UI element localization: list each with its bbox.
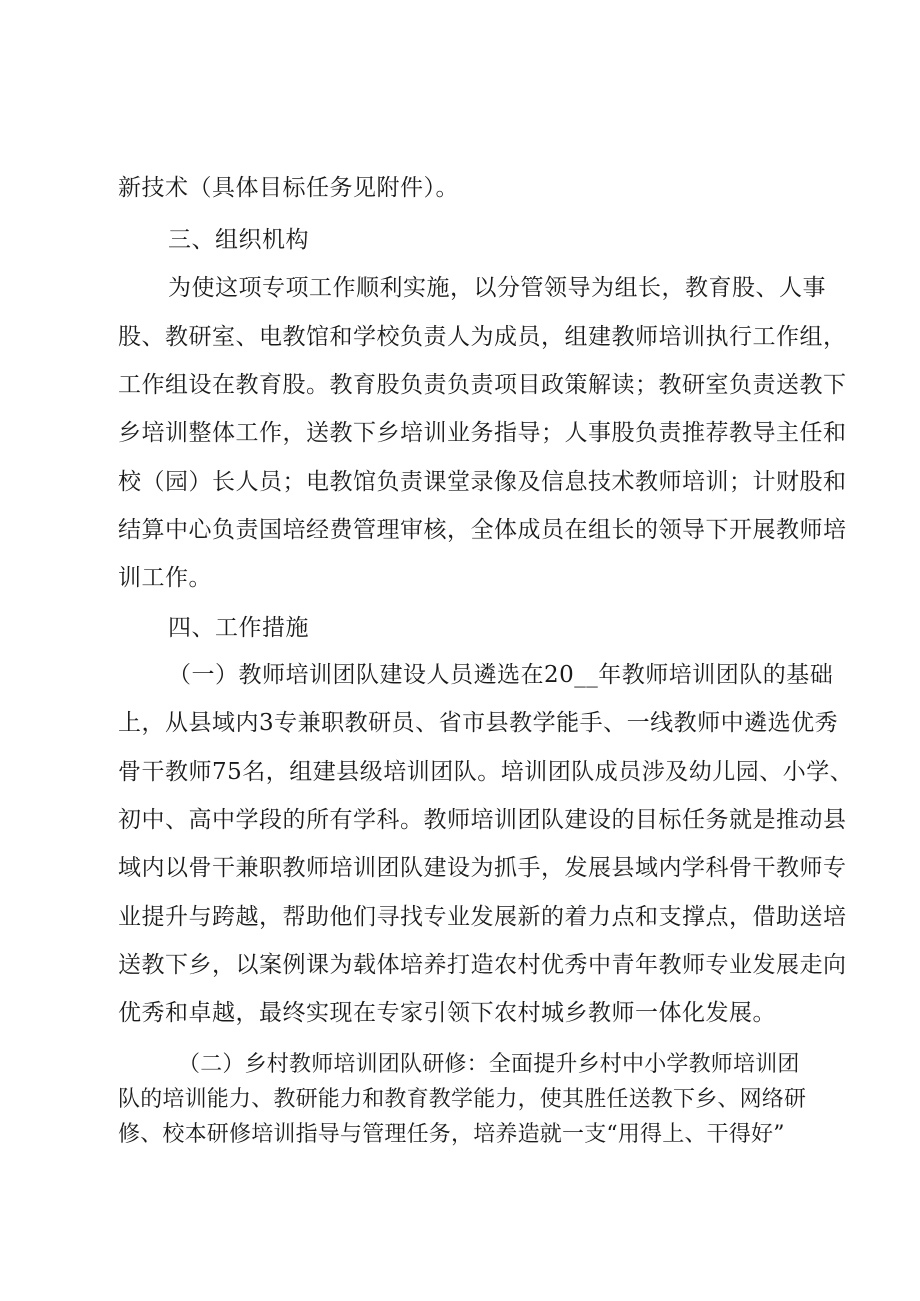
paragraph-line: 域内以骨干兼职教师培训团队建设为抓手，发展县域内学科骨干教师专 <box>118 855 847 881</box>
paragraph-line: 骨干教师75名，组建县级培训团队。培训团队成员涉及幼儿园、小学、 <box>118 759 854 785</box>
paragraph-line: 上，从县域内3专兼职教研员、省市县教学能手、一线教师中遴选优秀 <box>118 710 839 736</box>
paragraph-line: 送教下乡，以案例课为载体培养打造农村优秀中青年教师专业发展走向 <box>118 952 847 978</box>
paragraph-line: 乡培训整体工作，送教下乡培训业务指导；人事股负责推荐教导主任和 <box>118 420 847 446</box>
paragraph-line: （一）教师培训团队建设人员遴选在20__年教师培训团队的基础 <box>168 662 834 688</box>
paragraph-line: 为使这项专项工作顺利实施，以分管领导为组长，教育股、人事 <box>168 275 826 301</box>
paragraph-line: 优秀和卓越，最终实现在专家引领下农村城乡教师一体化发展。 <box>118 1000 776 1026</box>
paragraph-line: 工作组设在教育股。教育股负责负责项目政策解读；教研室负责送教下 <box>118 372 847 398</box>
paragraph-line: 业提升与跨越，帮助他们寻找专业发展新的着力点和支撑点，借助送培 <box>118 904 847 930</box>
paragraph-line: 修、校本研修培训指导与管理任务，培养造就一支“用得上、干得好” <box>118 1122 785 1147</box>
paragraph-line: 初中、高中学段的所有学科。教师培训团队建设的目标任务就是推动县 <box>118 807 847 833</box>
paragraph-line: 队的培训能力、教研能力和教育教学能力，使其胜任送教下乡、网络研 <box>118 1087 807 1112</box>
paragraph-line: （二）乡村教师培训团队研修：全面提升乡村中小学教师培训团 <box>178 1052 800 1077</box>
section-heading-organization: 三、组织机构 <box>168 227 309 253</box>
paragraph-line: 校（园）长人员；电教馆负责课堂录像及信息技术教师培训；计财股和 <box>118 469 847 495</box>
paragraph-line: 训工作。 <box>118 565 212 591</box>
paragraph-line: 新技术（具体目标任务见附件）。 <box>118 175 459 201</box>
paragraph-line: 股、教研室、电教馆和学校负责人为成员，组建教师培训执行工作组， <box>118 324 847 350</box>
paragraph-line: 结算中心负责国培经费管理审核，全体成员在组长的领导下开展教师培 <box>118 517 847 543</box>
section-heading-measures: 四、工作措施 <box>168 615 309 641</box>
